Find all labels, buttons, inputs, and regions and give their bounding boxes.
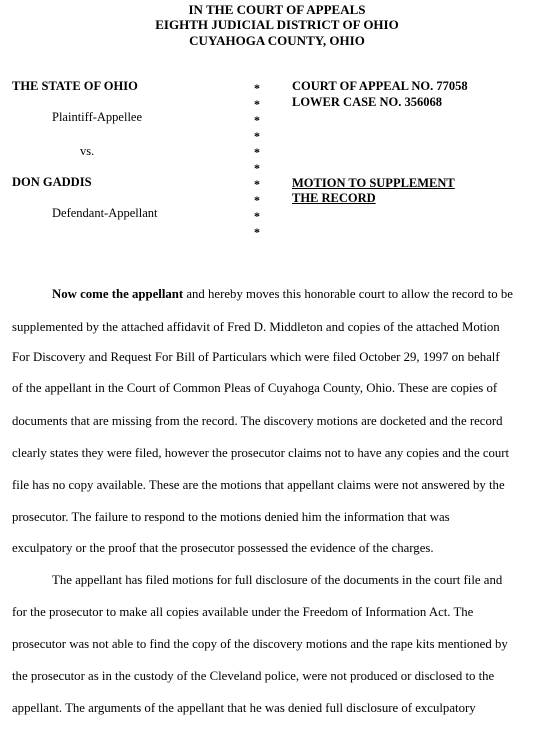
caption-star: * [254, 113, 260, 127]
paragraph-1-line-9: exculpatory or the proof that the prosecutor possessed the evidence of the charges. [12, 541, 434, 555]
caption-star: * [254, 225, 260, 239]
paragraph-1-line-5: documents that are missing from the record. The discovery motions are docketed and the record [12, 414, 503, 428]
court-header-line-2: EIGHTH JUDICIAL DISTRICT OF OHIO [155, 17, 399, 32]
paragraph-1-line-7: file has no copy available. These are the motions that appellant claims were not answered by the [12, 478, 505, 492]
court-header-line-1: IN THE COURT OF APPEALS [188, 2, 366, 17]
caption-star: * [254, 145, 260, 159]
paragraph-1-line-1 [52, 287, 513, 302]
paragraph-1-line-8: prosecutor. The failure to respond to the motions denied him the information that was [12, 510, 450, 524]
versus-label: vs. [80, 144, 95, 158]
paragraph-2-line-1: The appellant has filed motions for full disclosure of the documents in the court file and [52, 573, 503, 587]
caption-star: * [254, 209, 260, 223]
court-header-line-3: CUYAHOGA COUNTY, OHIO [189, 33, 365, 48]
paragraph-1-line-6: clearly states they were filed, however the prosecutor claims not to have any copies and the court [12, 446, 510, 460]
caption-star: * [254, 129, 260, 143]
appeal-number: COURT OF APPEAL NO. 77058 [292, 79, 468, 93]
motion-title-line-1: MOTION TO SUPPLEMENT [292, 176, 455, 190]
defendant-role: Defendant-Appellant [52, 206, 158, 220]
paragraph-1-line-2: supplemented by the attached affidavit of Fred D. Middleton and copies of the attached Motion [12, 320, 500, 334]
paragraph-2-line-5: appellant. The arguments of the appellant that he was denied full disclosure of exculpatory [12, 701, 476, 715]
caption-star: * [254, 161, 260, 175]
paragraph-2-line-4: the prosecutor as in the custody of the Cleveland police, were not produced or disclosed to the [12, 669, 495, 683]
caption-star: * [254, 177, 260, 191]
caption-star: * [254, 81, 260, 95]
paragraph-1-line-3: For Discovery and Request For Bill of Particulars which were filed October 29, 1997 on behalf [12, 350, 500, 364]
caption-star: * [254, 193, 260, 207]
defendant-name: DON GADDIS [12, 175, 92, 189]
paragraph-1-lead: Now come the appellant [52, 287, 184, 301]
caption-star: * [254, 97, 260, 111]
paragraph-1-line-4: of the appellant in the Court of Common Pleas of Cuyahoga County, Ohio. These are copies of [12, 381, 498, 395]
paragraph-2-line-3: prosecutor was not able to find the copy of the discovery motions and the rape kits mentioned by [12, 637, 508, 651]
motion-title-line-2: THE RECORD [292, 191, 376, 205]
paragraph-2-line-2: for the prosecutor to make all copies available under the Freedom of Information Act. The [12, 605, 474, 619]
plaintiff-name: THE STATE OF OHIO [12, 79, 138, 93]
plaintiff-role: Plaintiff-Appellee [52, 110, 143, 124]
lower-case-number: LOWER CASE NO. 356068 [292, 95, 443, 109]
paragraph-1-line-1-text: and hereby moves this honorable court to allow the record to be [183, 287, 513, 301]
